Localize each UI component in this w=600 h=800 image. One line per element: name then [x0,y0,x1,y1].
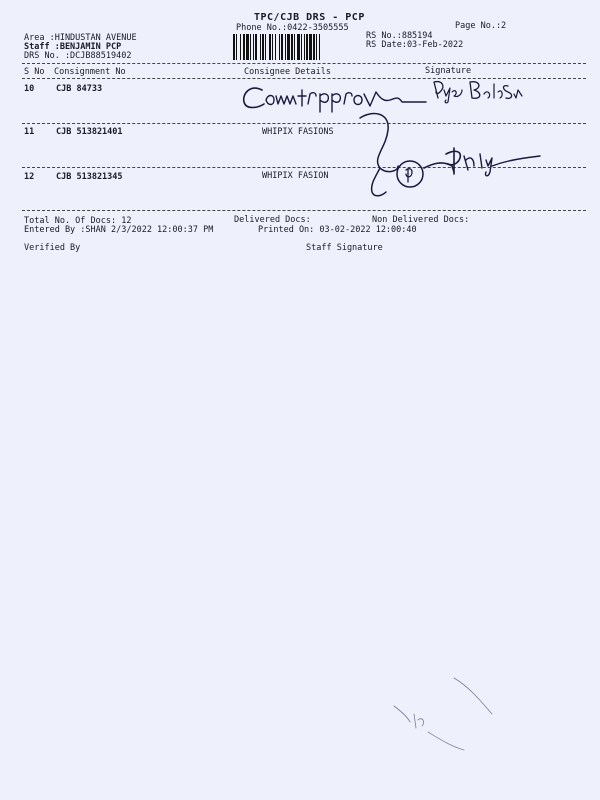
row-11-consignee: WHIPIX FASIONS [262,127,334,137]
col-header-consignee: Consignee Details [244,67,331,77]
verified-by-label: Verified By [24,243,81,253]
row-10-consignment: CJB 84733 [56,84,103,94]
row-10-sno: 10 [24,84,35,94]
phone-number: Phone No.:0422-3505555 [236,23,349,33]
non-delivered-docs: Non Delivered Docs: [372,215,470,225]
total-docs: Total No. Of Docs: 12 [24,216,132,226]
printed-on: Printed On: 03-02-2022 12:00:40 [258,225,417,235]
col-header-sno: S No [24,67,45,77]
handwritten-signature-rows-11-12 [358,108,548,208]
barcode-icon [233,34,357,60]
row-11-consignment: CJB 513821401 [56,127,123,137]
row-11-sno: 11 [24,127,35,137]
rs-date: RS Date:03-Feb-2022 [366,40,464,50]
staff-label: Staff :BENJAMIN PCP [24,42,122,52]
document-title: TPC/CJB DRS - PCP [254,12,365,23]
col-header-consignment: Consignment No [54,67,126,77]
faint-ink-marks [388,676,498,756]
table-bottom-divider [22,210,586,211]
row-12-consignment: CJB 513821345 [56,172,123,182]
header-divider [22,63,586,64]
staff-signature-label: Staff Signature [306,243,383,253]
col-header-signature: Signature [425,66,472,76]
delivered-docs: Delivered Docs: [234,215,311,225]
handwritten-signature-name-row-10 [428,76,524,106]
rs-number: RS No.:885194 [366,31,433,41]
entered-by: Entered By :SHAN 2/3/2022 12:00:37 PM [24,225,214,235]
row-12-consignee: WHIPIX FASION [262,171,329,181]
area-label: Area :HINDUSTAN AVENUE [24,33,137,43]
drs-number: DRS No. :DCJB88519402 [24,51,132,61]
row-12-sno: 12 [24,172,35,182]
page-number: Page No.:2 [455,21,507,31]
